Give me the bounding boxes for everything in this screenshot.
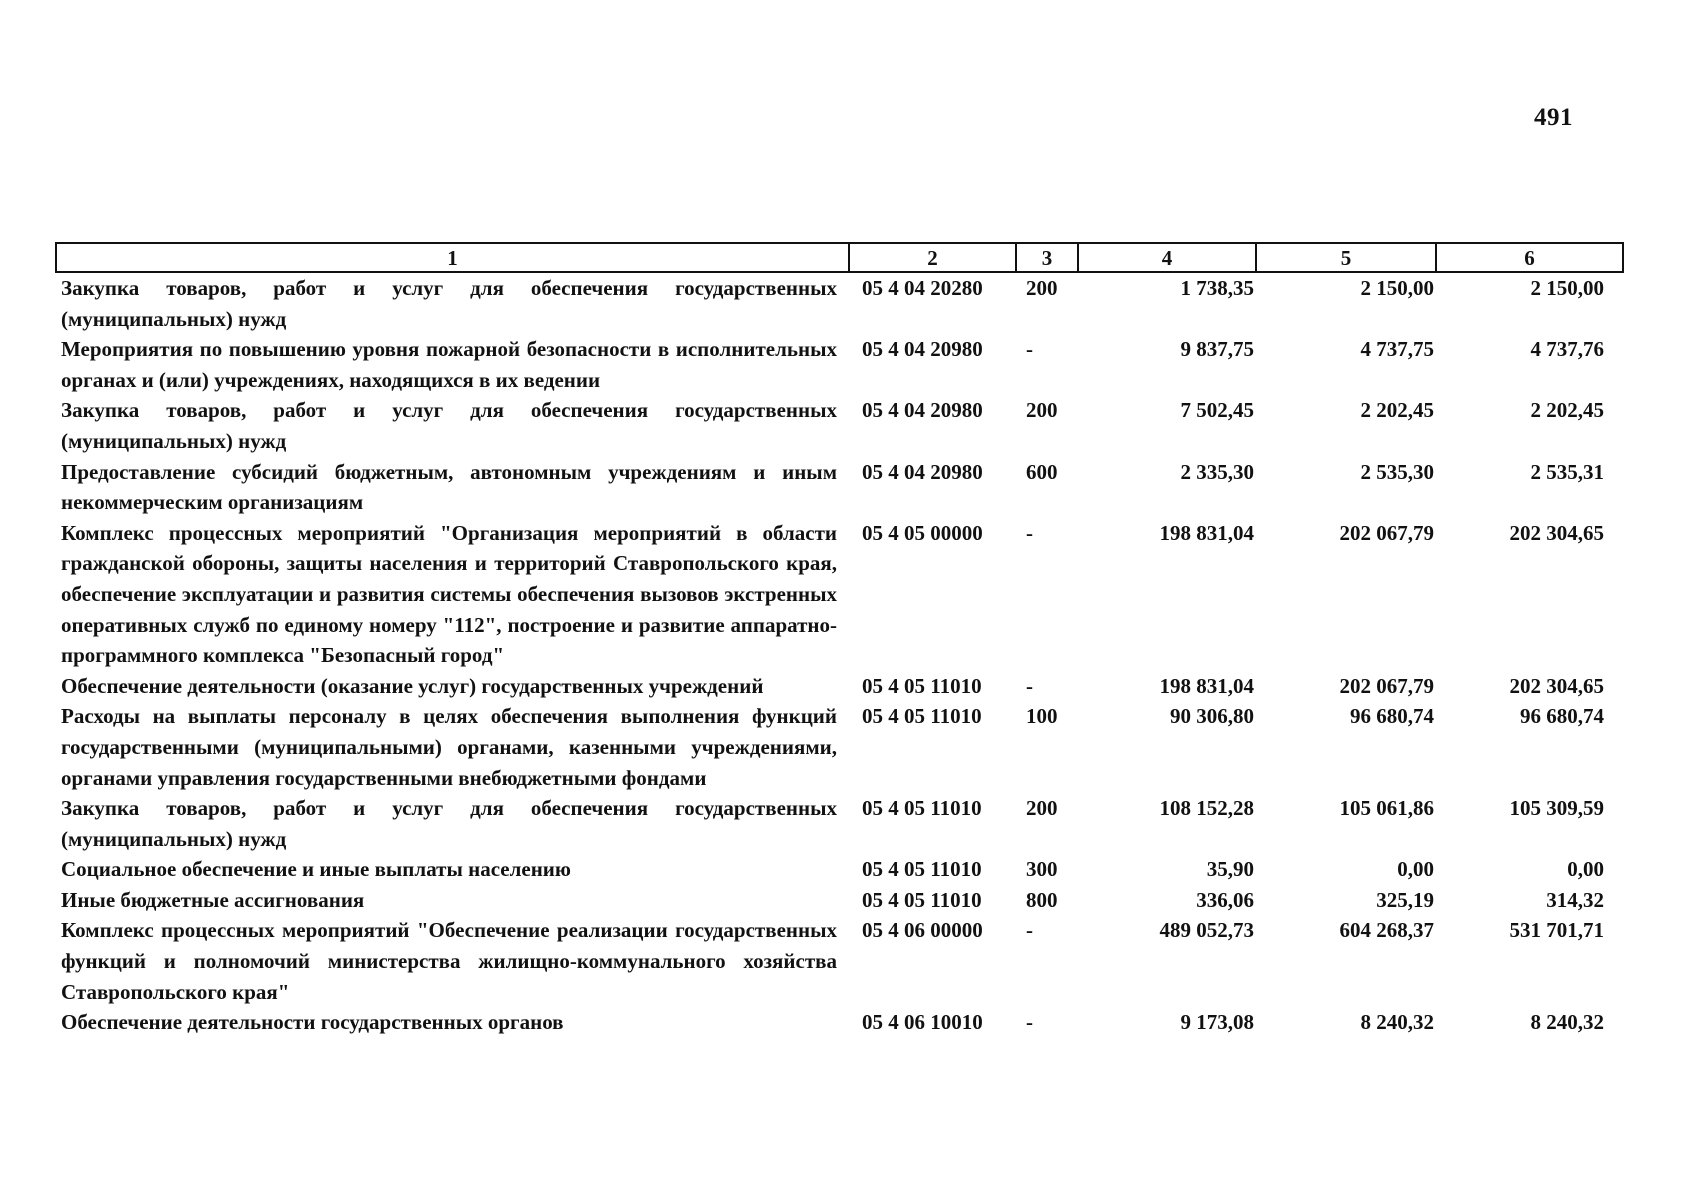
row-code-cell: 05 4 05 00000	[862, 520, 983, 545]
page-number: 491	[1534, 104, 1573, 131]
row-type-cell: -	[1026, 520, 1033, 545]
row-value-col6-cell: 202 304,65	[1509, 520, 1604, 545]
row-value-col5-cell: 96 680,74	[1350, 704, 1434, 729]
row-type-cell: 200	[1026, 796, 1058, 821]
row-name-cell: Социальное обеспечение и иные выплаты населению	[61, 857, 571, 882]
row-value-col6-cell: 314,32	[1546, 887, 1604, 912]
row-value-col5-cell: 202 067,79	[1339, 673, 1434, 698]
row-type-cell: 100	[1026, 704, 1058, 729]
row-value-col5-cell: 325,19	[1376, 887, 1434, 912]
row-value-col6-cell: 2 535,31	[1530, 459, 1604, 484]
row-name-cell: Обеспечение деятельности (оказание услуг) государственных учреждений	[61, 673, 764, 698]
table-row	[56, 915, 1623, 1007]
row-value-col4-cell: 2 335,30	[1180, 459, 1254, 484]
table-header	[56, 243, 1623, 272]
row-value-col5-cell: 0,00	[1397, 857, 1434, 882]
row-value-col6-cell: 8 240,32	[1530, 1010, 1604, 1035]
table-row	[56, 518, 1623, 671]
header-row	[56, 243, 1623, 272]
column-header-2: 2	[849, 243, 1016, 272]
row-value-col5-cell: 202 067,79	[1339, 520, 1434, 545]
row-type-cell: -	[1026, 918, 1033, 943]
table-row	[56, 457, 1623, 518]
row-value-col4-cell: 7 502,45	[1180, 398, 1254, 423]
table-row	[56, 395, 1623, 456]
row-value-col5-cell: 2 150,00	[1360, 276, 1434, 300]
row-name-cell: Мероприятия по повышению уровня пожарной безопасности в исполнительных органах и (или) учреждениях, находящихся в их ведении	[61, 337, 837, 392]
row-value-col6-cell: 4 737,76	[1530, 337, 1604, 362]
row-code-cell: 05 4 05 11010	[862, 796, 982, 821]
row-name-cell: Закупка товаров, работ и услуг для обеспечения государственных (муниципальных) нужд	[61, 796, 837, 851]
table-row	[56, 701, 1623, 793]
row-value-col5-cell: 2 535,30	[1360, 459, 1434, 484]
table-row	[56, 272, 1623, 334]
row-code-cell: 05 4 04 20980	[862, 459, 983, 484]
table-body	[56, 272, 1623, 1038]
row-value-col5-cell: 2 202,45	[1360, 398, 1434, 423]
table-row	[56, 334, 1623, 395]
row-name-cell: Расходы на выплаты персоналу в целях обеспечения выполнения функций государственными (муниципальными) органами, казенными учреждениями, органами управления государственными внебюджетными фондами	[61, 704, 837, 790]
column-header-4: 4	[1078, 243, 1256, 272]
column-header-3: 3	[1016, 243, 1078, 272]
row-code-cell: 05 4 04 20280	[862, 276, 983, 300]
row-type-cell: -	[1026, 337, 1033, 362]
row-code-cell: 05 4 04 20980	[862, 337, 983, 362]
column-header-1: 1	[56, 243, 849, 272]
row-code-cell: 05 4 05 11010	[862, 857, 982, 882]
row-value-col4-cell: 35,90	[1206, 857, 1254, 882]
row-name-cell: Закупка товаров, работ и услуг для обеспечения государственных (муниципальных) нужд	[61, 276, 837, 331]
table-row	[56, 885, 1623, 916]
row-name-cell: Комплекс процессных мероприятий "Организация мероприятий в области гражданской обороны, защиты населения и территорий Ставропольского края, обеспечение эксплуатации и развития системы обеспечения вызовов экстренных оперативных служб по единому номеру "112", построение и развитие аппаратно-программного комплекса "Безопасный город"	[61, 520, 837, 668]
row-value-col4-cell: 336,06	[1196, 887, 1254, 912]
table-row	[56, 671, 1623, 702]
row-code-cell: 05 4 04 20980	[862, 398, 983, 423]
row-type-cell: 300	[1026, 857, 1058, 882]
row-type-cell: 200	[1026, 276, 1058, 300]
row-value-col6-cell: 0,00	[1567, 857, 1604, 882]
row-type-cell: 600	[1026, 459, 1058, 484]
column-header-5: 5	[1256, 243, 1436, 272]
row-code-cell: 05 4 06 10010	[862, 1010, 983, 1035]
table-row	[56, 854, 1623, 885]
row-value-col5-cell: 4 737,75	[1360, 337, 1434, 362]
row-value-col4-cell: 108 152,28	[1159, 796, 1254, 821]
row-value-col5-cell: 604 268,37	[1339, 918, 1434, 943]
row-value-col4-cell: 1 738,35	[1180, 276, 1254, 300]
row-name-cell: Иные бюджетные ассигнования	[61, 887, 365, 912]
row-value-col5-cell: 8 240,32	[1360, 1010, 1434, 1035]
column-header-6: 6	[1436, 243, 1623, 272]
row-value-col4-cell: 9 173,08	[1180, 1010, 1254, 1035]
row-type-cell: 200	[1026, 398, 1058, 423]
row-type-cell: -	[1026, 1010, 1033, 1035]
row-type-cell: 800	[1026, 887, 1058, 912]
row-name-cell: Закупка товаров, работ и услуг для обеспечения государственных (муниципальных) нужд	[61, 398, 837, 453]
row-value-col6-cell: 2 202,45	[1530, 398, 1604, 423]
row-value-col4-cell: 90 306,80	[1170, 704, 1254, 729]
table-row	[56, 793, 1623, 854]
row-name-cell: Предоставление субсидий бюджетным, автономным учреждениям и иным некоммерческим организациям	[61, 459, 837, 515]
row-code-cell: 05 4 05 11010	[862, 704, 982, 729]
table-row	[56, 1007, 1623, 1038]
row-value-col4-cell: 9 837,75	[1180, 337, 1254, 362]
row-value-col6-cell: 202 304,65	[1509, 673, 1604, 698]
row-value-col6-cell: 531 701,71	[1509, 918, 1604, 943]
row-value-col6-cell: 2 150,00	[1530, 276, 1604, 300]
row-code-cell: 05 4 06 00000	[862, 918, 983, 943]
row-type-cell: -	[1026, 673, 1033, 698]
row-code-cell: 05 4 05 11010	[862, 887, 982, 912]
row-value-col4-cell: 198 831,04	[1159, 673, 1254, 698]
row-value-col6-cell: 96 680,74	[1520, 704, 1604, 729]
row-code-cell: 05 4 05 11010	[862, 673, 982, 698]
row-value-col6-cell: 105 309,59	[1509, 796, 1604, 821]
row-value-col4-cell: 489 052,73	[1159, 918, 1254, 943]
budget-table	[55, 242, 1624, 1038]
row-value-col5-cell: 105 061,86	[1339, 796, 1434, 821]
row-value-col4-cell: 198 831,04	[1159, 520, 1254, 545]
row-name-cell: Комплекс процессных мероприятий "Обеспечение реализации государственных функций и полномочий министерства жилищно-коммунального хозяйства Ставропольского края"	[61, 918, 837, 1004]
row-name-cell: Обеспечение деятельности государственных органов	[61, 1010, 564, 1035]
